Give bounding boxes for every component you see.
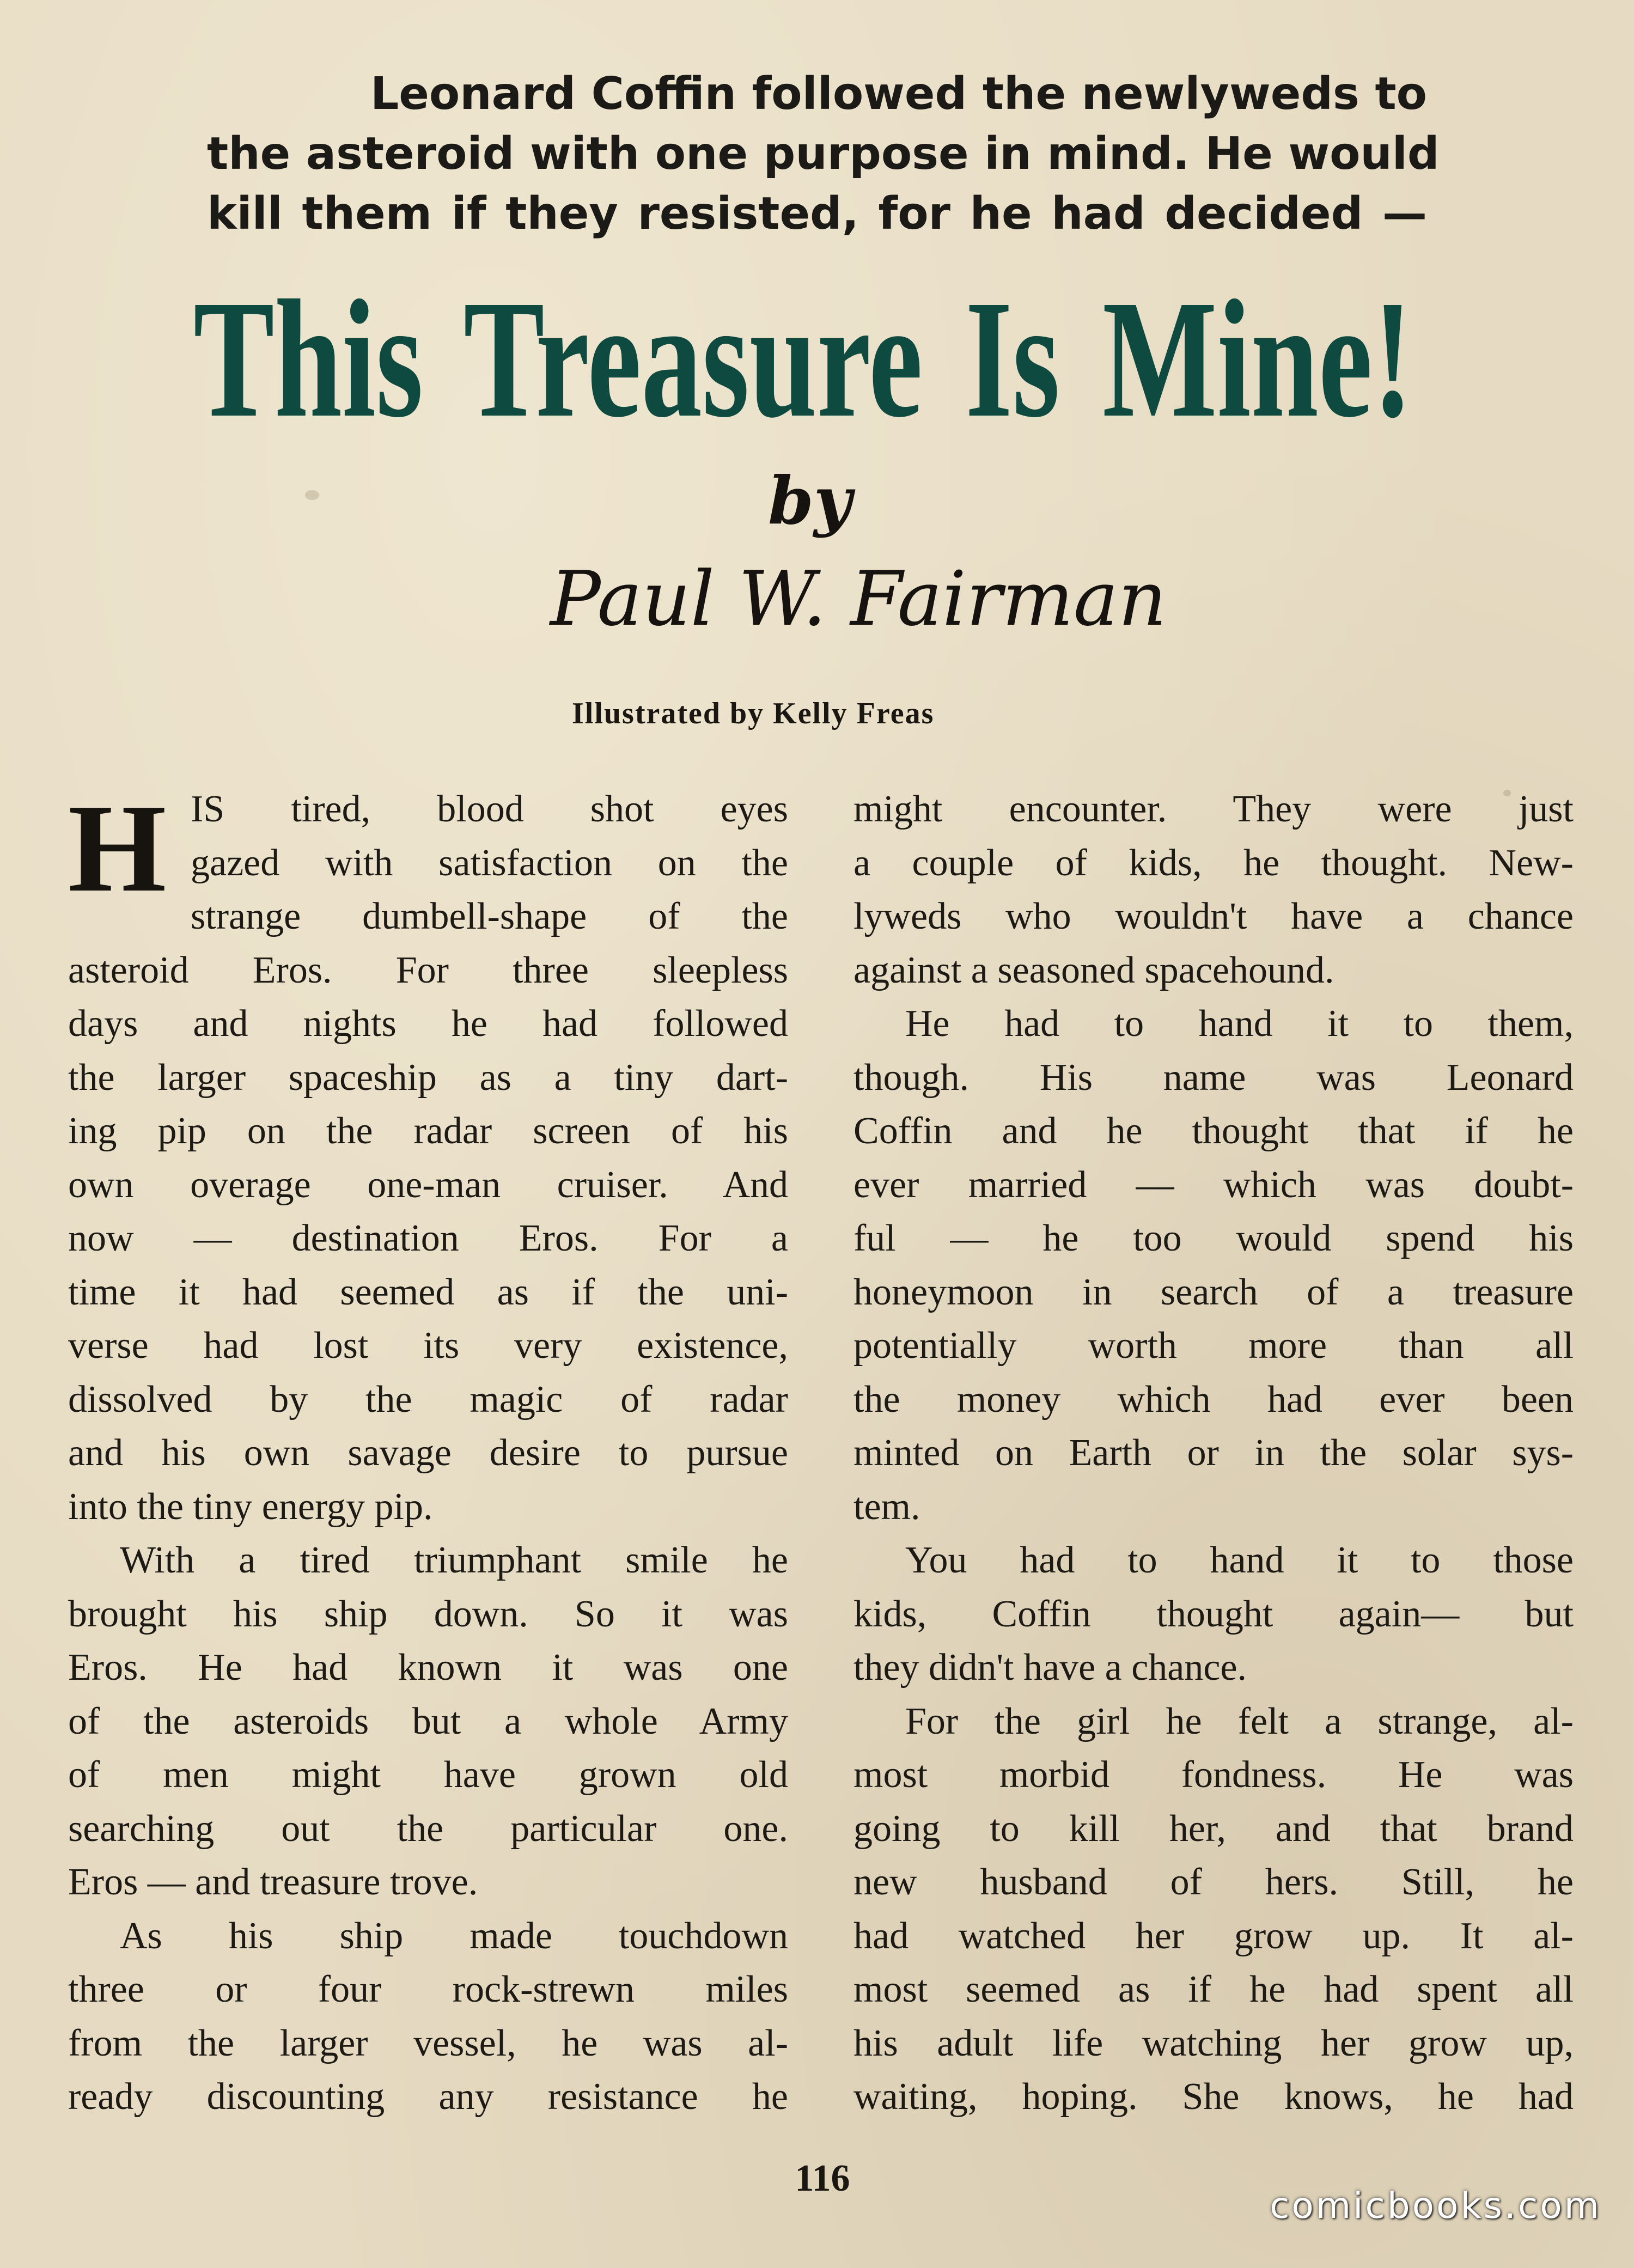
- text-line: With a tired triumphant smile he: [120, 1539, 788, 1581]
- text-line: waiting, hoping. She knows, he had: [853, 2076, 1574, 2118]
- byline-by: by: [768, 462, 852, 539]
- text-line: a couple of kids, he thought. New-: [853, 842, 1574, 884]
- text-line: might encounter. They were just: [853, 788, 1574, 830]
- text-line: ing pip on the radar screen of his: [68, 1110, 788, 1152]
- text-line: brought his ship down. So it was: [68, 1593, 788, 1635]
- text-line: of men might have grown old: [68, 1754, 788, 1796]
- text-line: searching out the particular one.: [68, 1807, 788, 1850]
- text-line: ready discounting any resistance he: [68, 2076, 788, 2118]
- illustrator-credit: Illustrated by Kelly Freas: [572, 697, 935, 730]
- text-line: going to kill her, and that brand: [853, 1807, 1574, 1850]
- text-line: against a seasoned spacehound.: [853, 949, 1334, 991]
- blurb-line: Leonard Coffin followed the newlyweds to: [370, 68, 1427, 120]
- text-line: minted on Earth or in the solar sys-: [853, 1432, 1574, 1474]
- text-line: You had to hand it to those: [905, 1539, 1574, 1581]
- text-line: dissolved by the magic of radar: [68, 1378, 788, 1420]
- page-number: 116: [795, 2157, 850, 2199]
- text-line: verse had lost its very existence,: [68, 1325, 788, 1367]
- text-line: For the girl he felt a strange, al-: [905, 1700, 1574, 1742]
- text-line: gazed with satisfaction on the: [191, 842, 788, 884]
- text-line: though. His name was Leonard: [853, 1056, 1574, 1099]
- text-line: days and nights he had followed: [68, 1003, 788, 1045]
- text-line: of the asteroids but a whole Army: [68, 1700, 788, 1742]
- text-line: tem.: [853, 1485, 920, 1528]
- text-line: strange dumbell-shape of the: [191, 895, 788, 937]
- left-column: [68, 778, 788, 2124]
- story-blurb: [207, 64, 1440, 244]
- text-line: He had to hand it to them,: [905, 1003, 1574, 1045]
- text-line: into the tiny energy pip.: [68, 1485, 433, 1528]
- text-line: IS tired, blood shot eyes: [191, 788, 788, 830]
- text-line: the larger spaceship as a tiny dart-: [68, 1056, 788, 1099]
- blurb-line: kill them if they resisted, for he had decided —: [207, 188, 1427, 240]
- text-line: potentially worth more than all: [853, 1325, 1574, 1367]
- blurb-line: the asteroid with one purpose in mind. He would: [207, 128, 1440, 180]
- text-line: from the larger vessel, he was al-: [68, 2022, 788, 2064]
- story-title-container: [193, 266, 1413, 453]
- text-line: asteroid Eros. For three sleepless: [68, 949, 788, 991]
- text-line: own overage one-man cruiser. And: [68, 1163, 788, 1206]
- text-line: ful — he too would spend his: [853, 1217, 1574, 1259]
- story-title: This Treasure Is Mine!: [193, 266, 1413, 453]
- text-line: his adult life watching her grow up,: [853, 2022, 1574, 2064]
- paper-smudge: [305, 490, 319, 500]
- text-line: most seemed as if he had spent all: [853, 1968, 1574, 2010]
- text-line: honeymoon in search of a treasure: [853, 1271, 1574, 1313]
- text-line: and his own savage desire to pursue: [68, 1432, 788, 1474]
- text-line: they didn't have a chance.: [853, 1647, 1247, 1688]
- text-line: time it had seemed as if the uni-: [68, 1271, 788, 1313]
- text-line: kids, Coffin thought again— but: [853, 1593, 1574, 1635]
- text-line: the money which had ever been: [853, 1378, 1574, 1420]
- drop-cap: H: [68, 778, 167, 918]
- text-line: now — destination Eros. For a: [68, 1217, 788, 1259]
- right-column: [853, 783, 1574, 2124]
- text-line: As his ship made touchdown: [120, 1915, 788, 1957]
- text-line: had watched her grow up. It al-: [853, 1915, 1574, 1957]
- text-line: most morbid fondness. He was: [853, 1754, 1574, 1796]
- text-line: three or four rock-strewn miles: [68, 1968, 788, 2010]
- text-line: Eros. He had known it was one: [68, 1647, 788, 1688]
- text-line: lyweds who wouldn't have a chance: [853, 895, 1574, 937]
- text-line: new husband of hers. Still, he: [853, 1861, 1574, 1903]
- site-watermark: comicbooks.com: [1270, 2185, 1601, 2227]
- text-line: ever married — which was doubt-: [853, 1163, 1574, 1206]
- text-line: Eros — and treasure trove.: [68, 1861, 478, 1903]
- text-line: Coffin and he thought that if he: [853, 1110, 1574, 1152]
- author-name: Paul W. Fairman: [550, 555, 1167, 643]
